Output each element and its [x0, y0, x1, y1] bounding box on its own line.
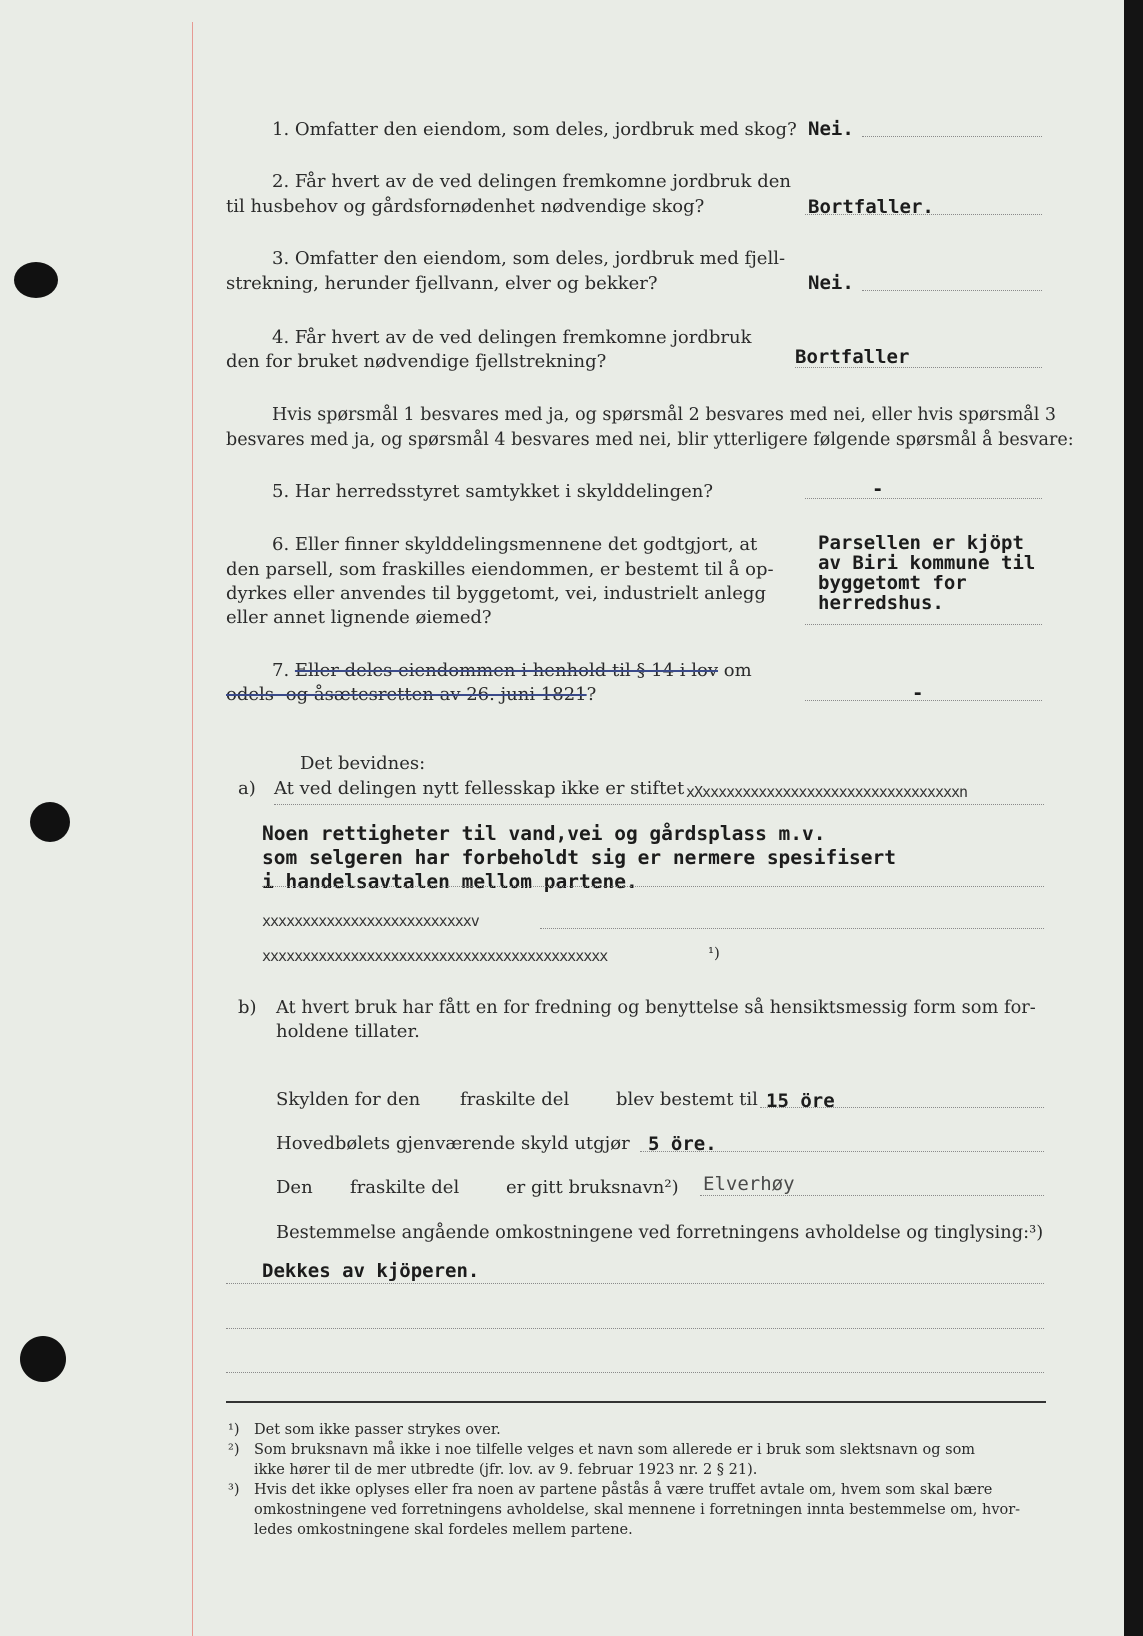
answer-6-line: av Biri kommune til [818, 552, 1036, 574]
answer-line [862, 136, 1042, 137]
question-1: 1. Omfatter den eiendom, som deles, jordbruk med skog? [272, 119, 797, 140]
answer-5: - [872, 478, 884, 500]
struck-text: odels- og åsætesretten av 26. juni 1821 [226, 684, 587, 705]
typed-rights-text [262, 822, 896, 894]
question-3-line2: strekning, herunder fjellvann, elver og bekker? [226, 273, 658, 294]
answer-line [805, 624, 1042, 625]
footnote-1: Det som ikke passer strykes over. [254, 1422, 501, 1438]
crossed-out-text: xxxxxxxxxxxxxxxxxxxxxxxxxxv [262, 912, 479, 930]
den-fraskilte-label: fraskilte del [350, 1177, 460, 1198]
attest-a-text: At ved delingen nytt fellesskap ikke er stiftet [274, 778, 685, 799]
question-4-line2: den for bruket nødvendige fjellstrekning? [226, 351, 607, 372]
footnote-3-line3: ledes omkostningene skal fordeles mellem partene. [254, 1522, 633, 1538]
attest-a-label: a) [238, 778, 256, 799]
answer-6-line: herredshus. [818, 592, 944, 614]
footnote-separator [226, 1401, 1046, 1403]
question-7-line2 [226, 683, 596, 707]
attest-b-line2: holdene tillater. [276, 1021, 420, 1042]
scan-edge [1124, 0, 1143, 1636]
condition-line1: Hvis spørsmål 1 besvares med ja, og spørsmål 2 besvares med nei, eller hvis spørsmål 3 [272, 405, 1057, 425]
footnote-mark: ¹) [228, 1422, 240, 1438]
answer-3: Nei. [808, 272, 854, 294]
typed-line: Noen rettigheter til vand,vei og gårdsplass m.v. [262, 822, 826, 845]
attest-heading: Det bevidnes: [300, 753, 426, 774]
question-2-line1: 2. Får hvert av de ved delingen fremkomne jordbruk den [272, 171, 791, 192]
crossed-out-text: xxxxxxxxxxxxxxxxxxxxxxxxxxxxxxxxxxxxxxxxxxx [262, 947, 608, 965]
answer-line [640, 1151, 1044, 1152]
bestemmelse-label: Bestemmelse angående omkostningene ved forretningens avholdelse og tinglysing:³) [276, 1222, 1044, 1243]
answer-7: - [912, 682, 924, 704]
answer-line [540, 928, 1044, 929]
attest-b-line1: At hvert bruk har fått en for fredning og benyttelse så hensiktsmessig form som for- [276, 997, 1036, 1018]
answer-line [700, 1195, 1044, 1196]
question-6-line4: eller annet lignende øiemed? [226, 607, 492, 628]
condition-line2: besvares med ja, og spørsmål 4 besvares med nei, blir ytterligere følgende spørsmål å besvare: [226, 430, 1074, 450]
footnote-mark: ²) [228, 1442, 240, 1458]
punch-hole [14, 262, 58, 298]
footnote-ref: ¹) [708, 944, 720, 962]
bruksnavn-label: er gitt bruksnavn²) [506, 1177, 679, 1198]
answer-6 [818, 533, 1035, 613]
hovedbol-label: Hovedbølets gjenværende skyld utgjør [276, 1133, 630, 1154]
answer-line [262, 886, 1044, 887]
footnote-3-line2: omkostningene ved forretningens avholdelse, skal mennene i forretningen innta bestemmelse om, hvor- [254, 1502, 1021, 1518]
answer-line [862, 290, 1042, 291]
answer-line [795, 367, 1042, 368]
answer-line [226, 1328, 1044, 1329]
answer-1: Nei. [808, 118, 854, 140]
footnote-2-line1: Som bruksnavn må ikke i noe tilfelle velges et navn som allerede er i bruk som slektsnavn og som [254, 1442, 976, 1458]
answer-line [274, 804, 1044, 805]
answer-4: Bortfaller [795, 346, 910, 368]
footnote-2-line2: ikke hører til de mer utbredte (jfr. lov. av 9. februar 1923 nr. 2 § 21). [254, 1462, 758, 1478]
question-6-line2: den parsell, som fraskilles eiendommen, er bestemt til å op- [226, 559, 774, 580]
blev-label: blev bestemt til [616, 1089, 758, 1110]
question-5: 5. Har herredsstyret samtykket i skylddelingen? [272, 481, 713, 502]
hovedbol-value: 5 öre. [648, 1133, 717, 1155]
fraskilte-label: fraskilte del [460, 1089, 570, 1110]
typed-line: i handelsavtalen mellom partene. [262, 870, 638, 893]
den-label: Den [276, 1177, 313, 1198]
answer-line [226, 1372, 1044, 1373]
question-6-line3: dyrkes eller anvendes til byggetomt, vei, industrielt anlegg [226, 583, 766, 604]
crossed-out-text: xXxxxxxxxxxxxxxxxxxxxxxxxxxxxxxxxxn [686, 783, 968, 801]
red-margin-line [192, 22, 193, 1636]
footnote-mark: ³) [228, 1482, 240, 1498]
question-7-tail: om [723, 660, 752, 681]
footnote-3-line1: Hvis det ikke oplyses eller fra noen av partene påstås å være truffet avtale om, hvem som skal bære [254, 1482, 993, 1498]
punch-hole [20, 1336, 66, 1382]
question-2-line2: til husbehov og gårdsfornødenhet nødvendige skog? [226, 196, 705, 217]
answer-6-line: byggetomt for [818, 572, 967, 594]
answer-line [760, 1107, 1044, 1108]
punch-hole [30, 802, 70, 842]
bruksnavn-value: Elverhøy [703, 1173, 795, 1195]
question-3-line1: 3. Omfatter den eiendom, som deles, jordbruk med fjell- [272, 248, 786, 269]
attest-b-label: b) [238, 997, 257, 1018]
bestemmelse-value: Dekkes av kjöperen. [262, 1260, 480, 1282]
typed-line: som selgeren har forbeholdt sig er nermere spesifisert [262, 846, 896, 869]
answer-line [805, 498, 1042, 499]
question-4-line1: 4. Får hvert av de ved delingen fremkomne jordbruk [272, 327, 752, 348]
skylden-label: Skylden for den [276, 1089, 421, 1110]
answer-line [805, 214, 1042, 215]
answer-6-line: Parsellen er kjöpt [818, 532, 1024, 554]
question-7-line1 [272, 659, 752, 683]
struck-text: Eller deles eiendommen i henhold til § 14 i lov [294, 660, 719, 681]
skylden-value: 15 öre [766, 1090, 835, 1112]
answer-line [226, 1283, 1044, 1284]
question-7-tail: ? [586, 684, 597, 705]
answer-line [805, 700, 1042, 701]
question-6-line1: 6. Eller finner skylddelingsmennene det godtgjort, at [272, 534, 758, 555]
question-7-num: 7. [272, 660, 290, 681]
answer-2: Bortfaller. [808, 196, 934, 218]
